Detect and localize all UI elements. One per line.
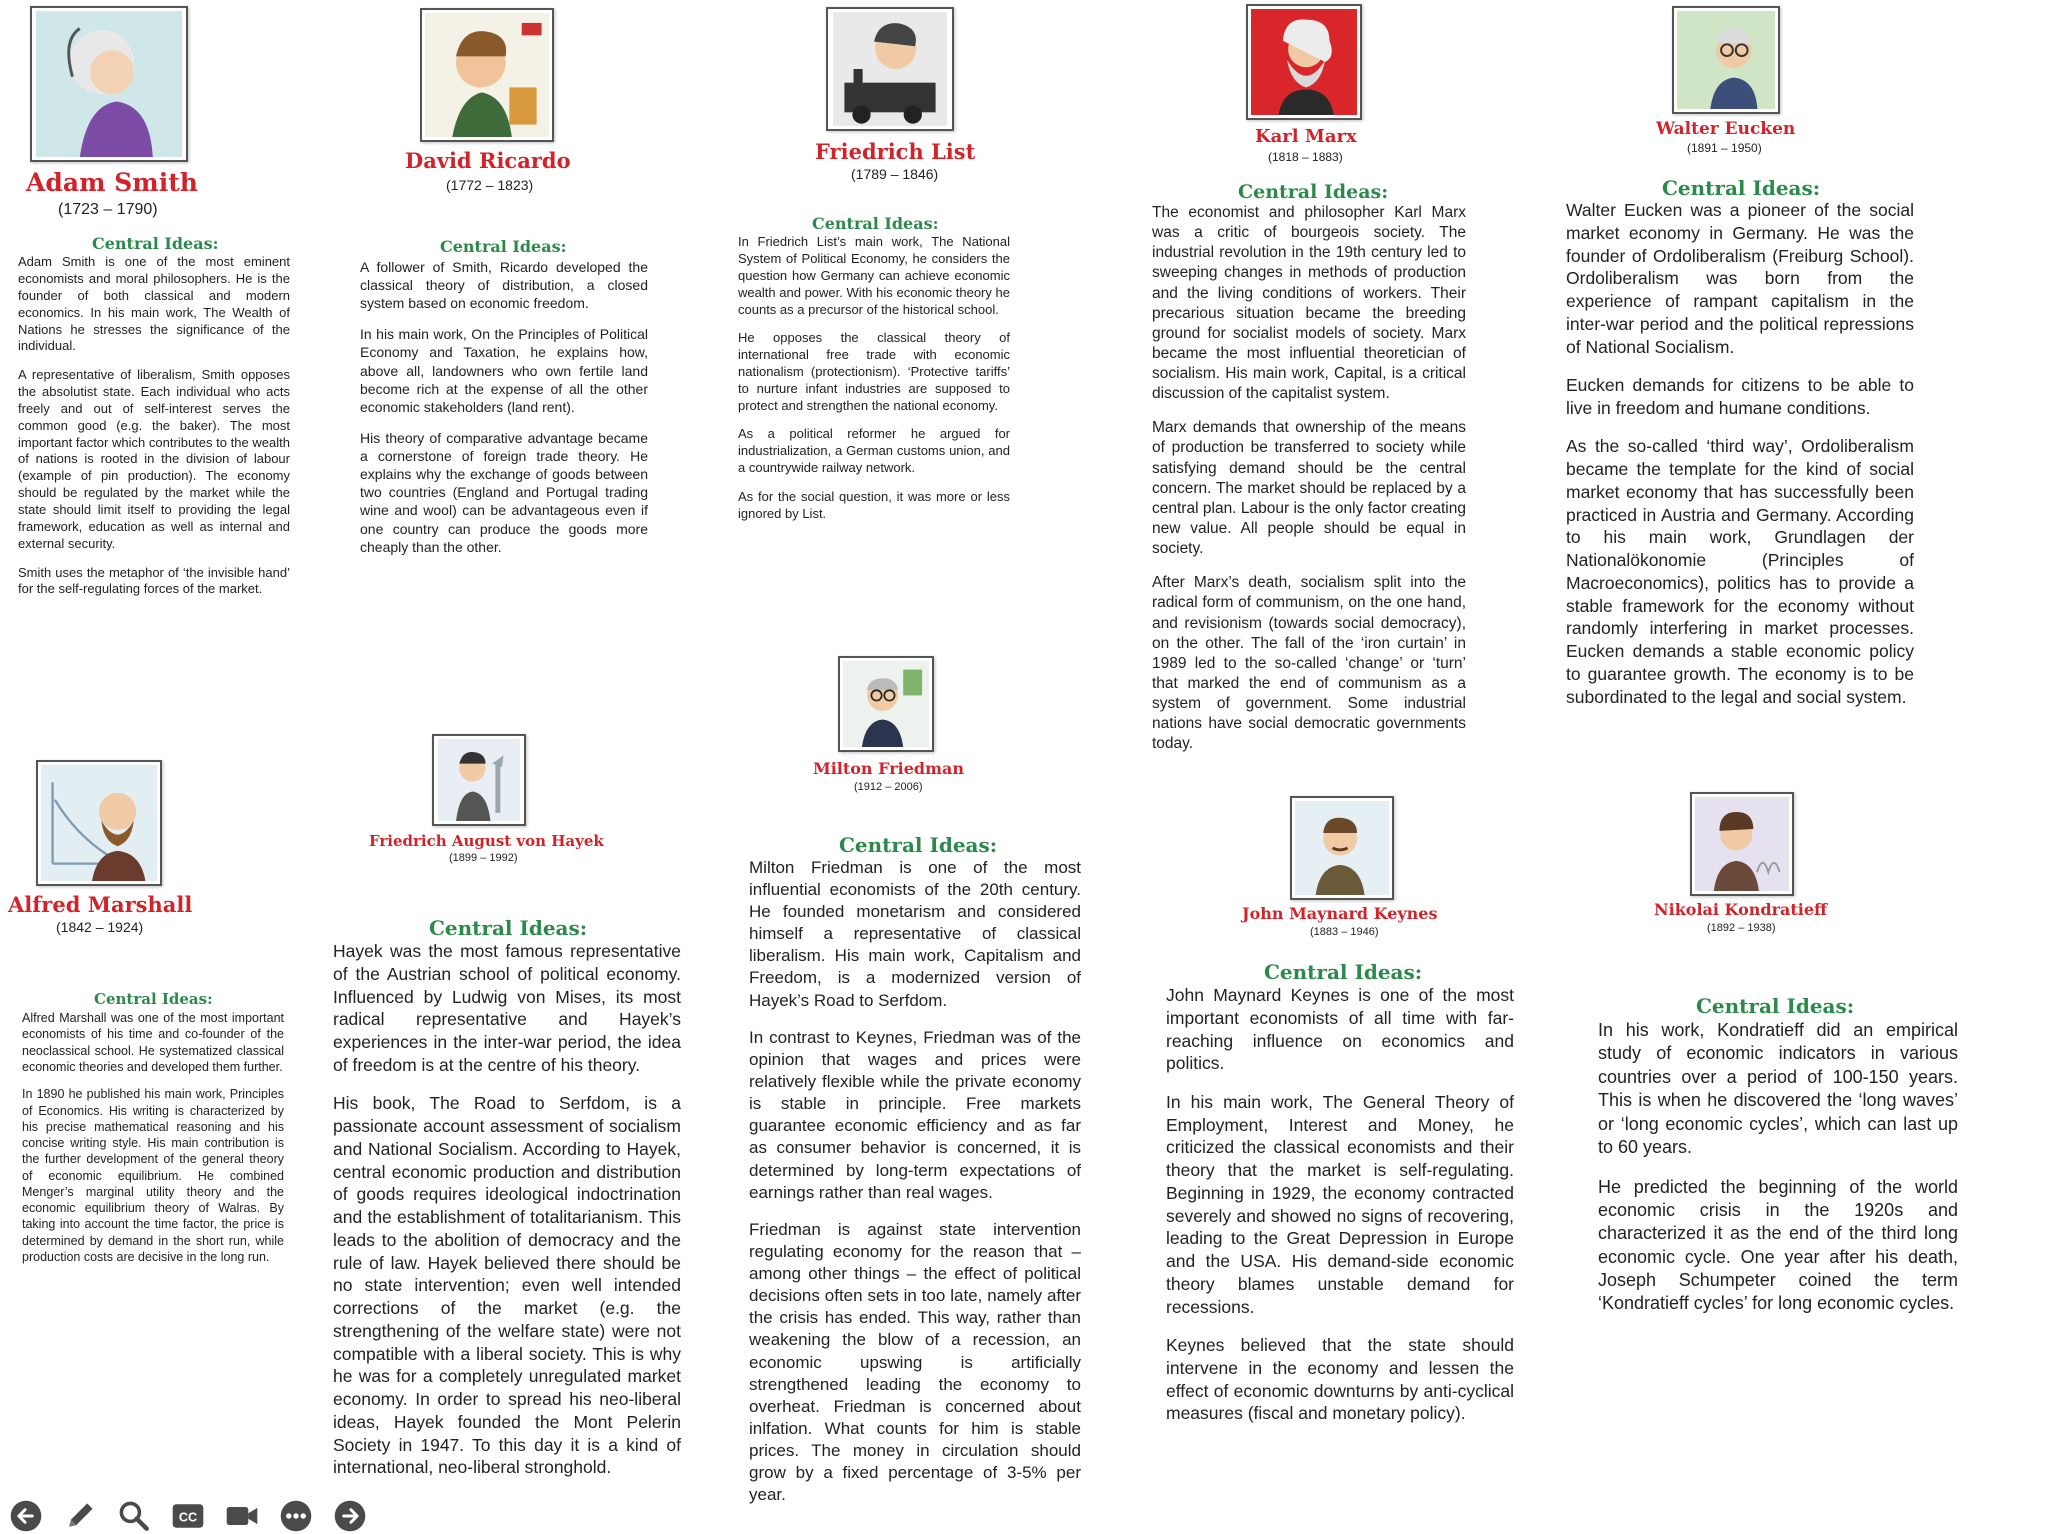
economist-name: Friedrich List: [815, 139, 976, 164]
central-ideas-heading: Central Ideas:: [1662, 176, 1821, 200]
draw-button[interactable]: [60, 1499, 100, 1533]
paragraph: Smith uses the metaphor of ‘the invisible hand’ for the self-regulating forces of the market.: [18, 564, 290, 597]
economist-name: Alfred Marshall: [8, 892, 193, 917]
portrait-friedrich-list: [826, 7, 954, 131]
economist-description: [738, 234, 1010, 522]
paragraph: Marx demands that ownership of the means of production be transferred to society while satisfying demand should be the central concern. The market should be replaced by a central plan. Labour is the only factor creating new value. All people should be equal in society.: [1152, 419, 1466, 558]
paragraph: John Maynard Keynes is one of the most important economists of all time with far-reaching influence on economics and politics.: [1166, 985, 1514, 1074]
forward-icon: [332, 1498, 368, 1534]
central-ideas-heading: Central Ideas:: [92, 234, 219, 253]
central-ideas-heading: Central Ideas:: [429, 916, 588, 940]
paragraph: The economist and philosopher Karl Marx was a critic of bourgeois society. The industrial revolution in the 19th century led to sweeping changes in methods of production and the living conditions of workers. Their precarious situation became the breeding ground for socialist models of society. Marx became the most influential theoretician of socialism. His main work, Capital, is a critical discussion of the capitalist system.: [1152, 204, 1466, 403]
paragraph: His theory of comparative advantage became a cornerstone of foreign trade theory. He explains why the exchange of goods between two countries (England and Portugal trading wine and wool) can be advantageous even if one country can produce the goods more cheaply than the other.: [360, 429, 648, 555]
portrait-alfred-marshall: [36, 760, 162, 886]
economist-description: [749, 857, 1081, 1506]
paragraph: A follower of Smith, Ricardo developed the classical theory of distribution, a closed system based on economic freedom.: [360, 259, 648, 312]
paragraph: He predicted the beginning of the world economic crisis in the 1920s and characterized it as the end of the third long economic cycle. One year after his death, Joseph Schumpeter coined the term ‘Kondratieff cycles’ for long economic cycles.: [1598, 1176, 1958, 1314]
video-camera-icon: [224, 1498, 260, 1534]
economist-years: (1891 – 1950): [1687, 141, 1762, 155]
paragraph: Walter Eucken was a pioneer of the social market economy in Germany. He was the founder of Ordoliberalism (Freiburg School). Ordoliberalism was born from the experience of rampant capitalism in the inter-war period and the political repressions of National Socialism.: [1566, 200, 1914, 357]
economist-years: (1772 – 1823): [446, 177, 534, 193]
paragraph: His book, The Road to Serfdom, is a passionate account assessment of socialism and National Socialism. According to Hayek, central economic production and distribution of goods requires ideological indoctrination and the establishment of totalitarianism. This leads to the abolition of democracy and the rule of law. Hayek believed there should be no state intervention; even well intended corrections of the market (e.g. the strengthening of the welfare state) were not compatible with a liberal society. This is why he was for a completely unregulated market economy. In order to spread his neo-liberal ideas, Hayek founded the Mont Pelerin Society in 1947. To this day it is a kind of international, neo-liberal stronghold.: [333, 1093, 681, 1478]
economist-name: Milton Friedman: [813, 759, 965, 778]
economist-description: [360, 258, 648, 556]
central-ideas-heading: Central Ideas:: [839, 833, 998, 857]
paragraph: In his work, Kondratieff did an empirical study of economic indicators in various countries over a period of 100-150 years. This is when he discovered the ‘long waves’ or ‘long economic cycles’, which can last up to 60 years.: [1598, 1020, 1958, 1157]
paragraph: Alfred Marshall was one of the most important economists of his time and co-founder of the neoclassical school. He systematized classical economic theories and developed them further.: [22, 1011, 284, 1074]
central-ideas-heading: Central Ideas:: [1238, 181, 1389, 203]
portrait-karl-marx: [1246, 4, 1362, 120]
economist-name: David Ricardo: [405, 148, 571, 173]
paragraph: In his main work, The General Theory of Employment, Interest and Money, he criticized the classical economists and their theory that the market is self-regulating. Beginning in 1929, the economy contracted severely and showed no signs of recovering, leading to the Great Depression in Europe and the USA. His demand-side economic theory blames unstable demand for recessions.: [1166, 1091, 1514, 1317]
video-button[interactable]: [222, 1499, 262, 1533]
paragraph: In contrast to Keynes, Friedman was of the opinion that wages and prices were relatively flexible while the private economy is stable in principle. Free markets guarantee economic efficiency and as far as consumer behavior is concerned, it is determined by long-term expectations of earnings rather than real wages.: [749, 1027, 1081, 1202]
paragraph: He opposes the classical theory of international free trade with economic nationalism (protectionism). ‘Protective tariffs’ to nurture infant industries are supposed to protect and strengthen the national economy.: [738, 330, 1010, 413]
paragraph: Eucken demands for citizens to be able to live in freedom and humane conditions.: [1566, 375, 1914, 418]
economist-description: [1598, 1019, 1958, 1316]
economist-years: (1842 – 1924): [56, 919, 144, 935]
paragraph: Adam Smith is one of the most eminent economists and moral philosophers. He is the founder of both classical and modern economics. In his main work, The Wealth of Nations he stresses the significance of the individual.: [18, 254, 290, 354]
closed-captions-icon: [170, 1498, 206, 1534]
bottom-toolbar: [6, 1499, 370, 1533]
pencil-icon: [62, 1498, 98, 1534]
economist-name: Adam Smith: [26, 168, 198, 197]
search-icon: [116, 1498, 152, 1534]
paragraph: Friedman is against state intervention regulating economy for the reason that – among other things – the effect of political decisions often sets in too late, namely after the crisis has ended. This way, rather than weakening the blow of a recession, an economic upswing is artificially strengthened leading the economy to overheat. Friedman is concerned about inlfation. What counts for him is stable prices. The money in circulation should grow by a fixed percentage of 3-5% per year.: [749, 1220, 1081, 1505]
economist-name: Walter Eucken: [1656, 119, 1796, 139]
paragraph: In 1890 he published his main work, Principles of Economics. His writing is characterized by his precise mathematical reasoning and his concise writing style. His main contribution is the further development of the general theory of economic equilibrium. He combined Menger’s marginal utility theory and the economic equilibrium theory of Walras. By taking into account the time factor, the price is determined by demand in the short run, while production costs are decisive in the long run.: [22, 1087, 284, 1264]
portrait-nikolai-kondratieff: [1690, 792, 1794, 896]
paragraph: After Marx’s death, socialism split into the radical form of communism, on the one hand, and revisionism (towards social democracy), on the other. The fall of the ‘iron curtain’ in 1989 led to the so-called ‘change’ or ‘turn’ that marked the end of communism as a system of government. Some industrial nations have social democratic governments today.: [1152, 574, 1466, 753]
economist-description: [22, 1010, 284, 1265]
economist-years: (1912 – 2006): [854, 781, 923, 793]
economist-years: (1723 – 1790): [58, 201, 158, 218]
portrait-david-ricardo: [420, 8, 554, 142]
paragraph: As the so-called ‘third way’, Ordoliberalism became the template for the kind of social market economy that has successfully been practiced in Austria and Germany. According to his main work, Grundlagen der Nationalökonomie (Principles of Macroeconomics), politics has to provide a stable framework for the economy without randomly interfering in market processes. Eucken demands a stable economic policy to guarantee growth. The economy is to be subordinated to the legal and social system.: [1566, 436, 1914, 707]
portrait-adam-smith: [30, 6, 188, 162]
paragraph: Hayek was the most famous representative of the Austrian school of political economy. Influenced by Ludwig von Mises, its most radical representative and Hayek’s experiences in the inter-war period, the idea of freedom is at the centre of his theory.: [333, 941, 681, 1075]
paragraph: In his main work, On the Principles of Political Economy and Taxation, he explains how, above all, landowners who own fertile land become rich at the expense of all the other economic stakeholders (land rent).: [360, 326, 648, 415]
portrait-walter-eucken: [1672, 6, 1780, 114]
central-ideas-heading: Central Ideas:: [812, 214, 939, 233]
central-ideas-heading: Central Ideas:: [94, 990, 213, 1008]
economist-years: (1899 – 1992): [449, 852, 518, 864]
paragraph: A representative of liberalism, Smith opposes the absolutist state. Each individual who acts freely and out of self-interest serves the common good (e.g. the baker). The most important factor which contributes to the wealth of nations is rooted in the division of labour (example of pin production). The economy should be regulated by the market while the state should limit itself to providing the legal framework, education as well as internal and external security.: [18, 367, 290, 551]
portrait-john-maynard-keynes: [1290, 796, 1394, 900]
economist-description: [18, 254, 290, 598]
forward-button[interactable]: [330, 1499, 370, 1533]
economist-description: [1166, 984, 1514, 1425]
central-ideas-heading: Central Ideas:: [1696, 994, 1855, 1018]
captions-button[interactable]: [168, 1499, 208, 1533]
paragraph: Milton Friedman is one of the most influential economists of the 20th century. He founded monetarism and considered himself a representative of classical liberalism. His main work, Capitalism and Freedom, is a modernized version of Hayek’s Road to Serfdom.: [749, 858, 1081, 1010]
more-button[interactable]: [276, 1499, 316, 1533]
economist-description: [1566, 199, 1914, 708]
portrait-friedrich-august-von-hayek: [432, 734, 526, 826]
portrait-milton-friedman: [838, 656, 934, 752]
economist-years: (1818 – 1883): [1268, 150, 1343, 164]
economist-years: (1892 – 1938): [1707, 922, 1776, 934]
economist-name: Nikolai Kondratieff: [1654, 900, 1828, 919]
central-ideas-heading: Central Ideas:: [440, 237, 567, 256]
economist-name: Karl Marx: [1255, 126, 1357, 147]
search-button[interactable]: [114, 1499, 154, 1533]
economist-name: Friedrich August von Hayek: [369, 832, 604, 850]
cc-label: CC: [178, 1510, 198, 1525]
economist-name: John Maynard Keynes: [1242, 904, 1438, 923]
paragraph: In Friedrich List’s main work, The National System of Political Economy, he considers the question how Germany can achieve economic wealth and power. With his economic theory he counts as a precursor of the historical school.: [738, 234, 1010, 317]
paragraph: Keynes believed that the state should intervene in the economy and lessen the effect of economic downturns by anti-cyclical measures (fiscal and monetary policy).: [1166, 1335, 1514, 1424]
central-ideas-heading: Central Ideas:: [1264, 960, 1423, 984]
economist-years: (1883 – 1946): [1310, 926, 1379, 938]
paragraph: As a political reformer he argued for industrialization, a German customs union, and a countrywide railway network.: [738, 426, 1010, 476]
paragraph: As for the social question, it was more or less ignored by List.: [738, 488, 1010, 521]
economist-description: [333, 940, 681, 1479]
more-icon: [278, 1498, 314, 1534]
economist-description: [1152, 203, 1466, 755]
back-button[interactable]: [6, 1499, 46, 1533]
back-icon: [8, 1498, 44, 1534]
economist-years: (1789 – 1846): [851, 166, 939, 182]
